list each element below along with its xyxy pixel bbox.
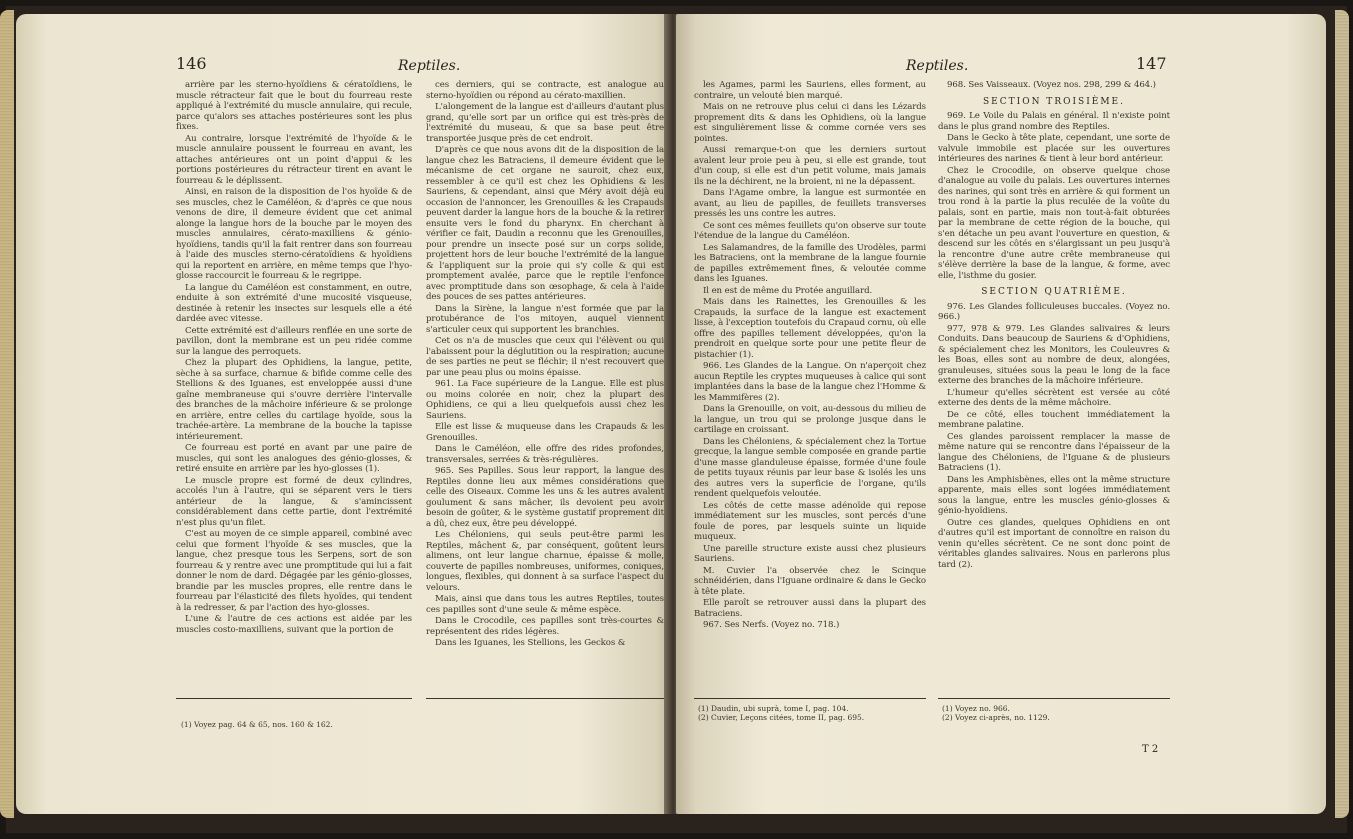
- right-page-number: 147: [1136, 54, 1167, 73]
- paragraph: les Agames, parmi les Sauriens, elles forment, au contraire, un velouté bien marqué.: [694, 80, 926, 101]
- paragraph: Ce sont ces mêmes feuillets qu'on observe sur toute l'étendue de la langue du Caméléon.: [694, 220, 926, 241]
- footnote-rule: [176, 698, 412, 699]
- paragraph: Dans le Crocodile, ces papilles sont très-courtes & représentent des rides légères.: [426, 616, 664, 637]
- section-title: SECTION QUATRIÈME.: [981, 287, 1127, 297]
- paragraph: Ces glandes paroissent remplacer la masse de même nature qui se rencontre dans l'épaisseur de la langue des Chéloniens, de l'Iguane & de plusieurs Batraciens (1).: [938, 431, 1170, 473]
- paragraph: Dans les Amphisbènes, elles ont la même structure apparente, mais elles sont logées immédiatement sous la langue, entre les muscles génio-glosses & génio-hyoïdiens.: [938, 474, 1170, 516]
- paragraph: Ainsi, en raison de la disposition de l'os hyoïde & de ses muscles, chez le Caméléon, & d'après ce que nous venons de dire, il demeure évident que cet animal alonge la langue hors de la bouche par le moyen des muscles annulaires, cérato-maxilliens & génio-hyoïdiens, tandis qu'il la fait rentrer dans son fourreau à l'aide des muscles sterno-cératoïdiens & hyoïdiens qui la reportent en arrière, en même temps que l'hyo-glosse raccourcit le fourreau & le regrippe.: [176, 187, 412, 281]
- paragraph: Les Salamandres, de la famille des Urodèles, parmi les Batraciens, ont la membrane de la langue fournie de papilles extrêmement fines, & veloutée comme dans les Iguanes.: [694, 242, 926, 284]
- right-column-1: [694, 80, 926, 632]
- page-edge-left: [0, 10, 14, 818]
- paragraph: Dans les Chéloniens, & spécialement chez la Tortue grecque, la langue semble composée en grande partie d'une masse glanduleuse épaisse, formée d'une foule de petits tuyaux réunis par leur base & isolés les uns des autres vers la superficie de l'organe, qu'ils rendent quelquefois veloutée.: [694, 436, 926, 499]
- footnote-rule: [426, 698, 664, 699]
- section-title: SECTION TROISIÈME.: [983, 96, 1125, 107]
- paragraph: L'une & l'autre de ces actions est aidée par les muscles costo-maxilliens, suivant que la portion de: [176, 614, 412, 635]
- paragraph: C'est au moyen de ce simple appareil, combiné avec celui que forment l'hyoïde & ses muscles, que la langue, chez presque tous les Serpens, sort de son fourreau & y rentre avec une promptitude qui lui a fait donner le nom de dard. Dégagée par les génio-glosses, brandie par les muscles propres, elle rentre dans le fourreau par l'élasticité des filets hyoïdes, qui tendent à la redresser, & par l'action des hyo-glosses.: [176, 529, 412, 613]
- paragraph: Le muscle propre est formé de deux cylindres, accolés l'un à l'autre, qui se séparent vers le tiers antérieur de la langue, & s'amincissent considérablement dans cette partie, dont l'extrémité n'est plus qu'un filet.: [176, 475, 412, 528]
- paragraph: L'alongement de la langue est d'ailleurs d'autant plus grand, qu'elle sort par un orifice qui est très-près de l'extrémité du museau, & que sa base peut être transportée jusque près de cet endroit.: [426, 102, 664, 144]
- paragraph: De ce côté, elles touchent immédiatement la membrane palatine.: [938, 409, 1170, 430]
- left-column-1: [176, 80, 412, 636]
- paragraph: 968. Ses Vaisseaux. (Voyez nos. 298, 299 & 464.): [947, 80, 1156, 90]
- paragraph: Dans le Gecko à tête plate, cependant, une sorte de valvule immobile est placée sur les ouvertures intérieures des narines & tient à leur bord antérieur.: [938, 133, 1170, 164]
- paragraph: Dans la Grenouille, on voit, au-dessous du milieu de la langue, un trou qui se prolonge jusque dans le cartilage en croissant.: [694, 404, 926, 435]
- right-footnotes-2: [942, 704, 1170, 722]
- footnote-rule: [694, 698, 926, 699]
- paragraph: 966. Les Glandes de la Langue. On n'aperçoit chez aucun Reptile les cryptes muqueuses à calice qui sont implantées dans la base de la langue chez l'Homme & les Mammifères (2).: [694, 361, 926, 403]
- paragraph: Cet os n'a de muscles que ceux qui l'élèvent ou qui l'abaissent pour la déglutition ou la respiration; aucune de ses parties ne peut se fléchir; il n'est recouvert que par une peau plus ou moins épaisse.: [426, 336, 664, 378]
- right-page: [676, 14, 1326, 814]
- paragraph: L'humeur qu'elles sécrètent est versée au côté externe des dents de la même mâchoire.: [938, 387, 1170, 408]
- paragraph: 976. Les Glandes folliculeuses buccales. (Voyez no. 966.): [938, 301, 1170, 322]
- right-footnotes-1: [698, 704, 926, 722]
- paragraph: Dans le Caméléon, elle offre des rides profondes, transversales, serrées & très-régulières.: [426, 444, 664, 465]
- paragraph: Une pareille structure existe aussi chez plusieurs Sauriens.: [694, 543, 926, 564]
- paragraph: La langue du Caméléon est constamment, en outre, enduite à son extrémité d'une mucosité visqueuse, destinée à retenir les insectes sur lesquels elle a été dardée avec vitesse.: [176, 282, 412, 324]
- paragraph: Les Chéloniens, qui seuls peut-être parmi les Reptiles, mâchent &, par conséquent, goûtent leurs alimens, ont leur langue charnue, épaisse & molle, couverte de papilles nombreuses, uniformes, coniques, longues, flexibles, qui donnent à sa surface l'aspect du velours.: [426, 530, 664, 593]
- paragraph: Dans l'Agame ombre, la langue est surmontée en avant, au lieu de papilles, de feuillets transverses pressés les uns contre les autres.: [694, 188, 926, 219]
- signature-mark: T 2: [1142, 744, 1159, 755]
- paragraph: Mais dans les Rainettes, les Grenouilles & les Crapauds, la surface de la langue est exactement lisse, à l'exception toutefois du Crapaud cornu, où elle offre des papilles tellement développées, qu'on la prendroit en quelque sorte pour une petite fleur de pistachier (1).: [694, 297, 926, 360]
- right-running-head: Reptiles.: [906, 58, 969, 74]
- paragraph: (1) Voyez no. 966.: [942, 704, 1010, 713]
- paragraph: Dans la Sirène, la langue n'est formée que par la protubérance de l'os mitoyen, auquel viennent s'articuler ceux qui supportent les branchies.: [426, 303, 664, 335]
- left-column-2: [426, 80, 664, 650]
- paragraph: Ce fourreau est porté en avant par une paire de muscles, qui sont les analogues des génio-glosses, & retiré ensuite en arrière par les hyo-glosses (1).: [176, 443, 412, 474]
- paragraph: Aussi remarque-t-on que les derniers surtout avalent leur proie peu à peu, si elle est grande, tout d'un coup, si elle est d'un petit volume, mais jamais ils ne la déchirent, ne la broient, ni ne la dépassent.: [694, 145, 926, 187]
- paragraph: Mais, ainsi que dans tous les autres Reptiles, toutes ces papilles sont d'une seule & même espèce.: [426, 594, 664, 615]
- paragraph: 969. Le Voile du Palais en général. Il n'existe point dans le plus grand nombre des Reptiles.: [938, 111, 1170, 132]
- paragraph: (2) Voyez ci-après, no. 1129.: [942, 713, 1050, 722]
- paragraph: ces derniers, qui se contracte, est analogue au sterno-hyoïdien ou répond au cérato-maxillien.: [426, 80, 664, 101]
- paragraph: Outre ces glandes, quelques Ophidiens en ont d'autres qu'il est important de connoître en raison du venin qu'elles sécrètent. Ce ne sont donc point de véritables glandes salivaires. Nous en parlerons plus tard (2).: [938, 517, 1170, 570]
- left-running-head: Reptiles.: [398, 58, 461, 74]
- paragraph: Chez la plupart des Ophidiens, la langue, petite, sèche à sa surface, charnue & bifide comme celle des Stellions & des Iguanes, est enveloppée aussi d'une gaîne membraneuse qui s'ouvre derrière l'intervalle des branches de la mâchoire inférieure & se prolonge en arrière, entre celles du cartilage hyoïde, sous la trachée-artère. La membrane de la bouche la tapisse intérieurement.: [176, 358, 412, 442]
- right-column-2: [938, 80, 1170, 571]
- left-page: [16, 14, 676, 814]
- paragraph: Il en est de même du Protée anguillard.: [703, 285, 873, 296]
- paragraph: Elle est lisse & muqueuse dans les Crapauds & les Grenouilles.: [426, 422, 664, 443]
- paragraph: Cette extrémité est d'ailleurs renflée en une sorte de pavillon, dont la membrane est un peu ridée comme sur la langue des perroquets.: [176, 325, 412, 357]
- paragraph: arrière par les sterno-hyoïdiens & cératoïdiens, le muscle rétracteur fait que le bout du fourreau reste appliqué à l'extrémité du muscle annulaire, qui recule, parce qu'alors ses attaches postérieures sont les plus fixes.: [176, 80, 412, 132]
- footnote-rule: [938, 698, 1170, 699]
- left-footnote: (1) Voyez pag. 64 & 65, nos. 160 & 162.: [181, 720, 333, 729]
- paragraph: 967. Ses Nerfs. (Voyez no. 718.): [703, 620, 840, 630]
- paragraph: Au contraire, lorsque l'extrémité de l'hyoïde & le muscle annulaire poussent le fourreau en avant, les attaches antérieures ont un point d'appui & les portions postérieures du rétracteur tirent en avant le fourreau & le déplissent.: [176, 133, 412, 186]
- page-edge-right: [1335, 10, 1349, 818]
- paragraph: Mais on ne retrouve plus celui ci dans les Lézards proprement dits & dans les Ophidiens, où la langue est singulièrement lisse & comme cornée vers ses pointes.: [694, 102, 926, 144]
- paragraph: Les côtés de cette masse adénoïde qui repose immédiatement sur les muscles, sont percés d'une foule de pores, par lesquels suinte un liquide muqueux.: [694, 500, 926, 542]
- paragraph: M. Cuvier l'a observée chez le Scinque schnéidérien, dans l'Iguane ordinaire & dans le Gecko à tête plate.: [694, 565, 926, 597]
- paragraph: (1) Daudin, ubi suprà, tome I, pag. 104.: [698, 704, 849, 713]
- paragraph: Elle paroît se retrouver aussi dans la plupart des Batraciens.: [694, 598, 926, 619]
- paragraph: 977, 978 & 979. Les Glandes salivaires & leurs Conduits. Dans beaucoup de Sauriens & d'Ophidiens, & spécialement chez les Monitors, les Couleuvres & les Boas, elles sont au nombre de deux, alongées, granuleuses, situées sous la peau le long de la face externe des branches de la mâchoire inférieure.: [938, 323, 1170, 386]
- paragraph: Chez le Crocodile, on observe quelque chose d'analogue au voile du palais. Les ouvertures internes des narines, qui sont très en arrière & qui forment un trou rond à la partie la plus reculée de la voûte du palais, sont en partie, mais non tout-à-fait obturées par la membrane de cette région de la bouche, qui s'en détache un peu avant l'ouverture en question, & descend sur les côtés en s'élargissant un peu jusqu'à la rencontre d'une autre crête membraneuse qui s'élève derrière la base de la langue, & forme, avec elle, l'isthme du gosier.: [938, 165, 1170, 281]
- paragraph: D'après ce que nous avons dit de la disposition de la langue chez les Batraciens, il demeure évident que le mécanisme de cet organe ne sauroit, chez eux, ressembler à ce qu'il est chez les Ophidiens & les Sauriens, & cependant, ainsi que Méry avoit déjà eu occasion de l'annoncer, les Grenouilles & les Crapauds peuvent darder la langue hors de la bouche & la retirer ensuite vers le fond du pharynx. En cherchant à vérifier ce fait, Daudin a reconnu que les Grenouilles, pour prendre un insecte posé sur un corps solide, projettent hors de leur bouche l'extrémité de la langue & l'appliquent sur la proie qui s'y colle & qui est promptement avalée, parce que le reptile l'enfonce avec promptitude dans son œsophage, & cela à l'aide des pouces de ses pattes antérieures.: [426, 145, 664, 302]
- paragraph: (2) Cuvier, Leçons citées, tome II, pag. 695.: [698, 713, 865, 722]
- paragraph: 965. Ses Papilles. Sous leur rapport, la langue des Reptiles donne lieu aux mêmes considérations que celle des Oiseaux. Comme les uns & les autres avalent goulument & sans mâcher, ils devoient peu avoir besoin de goûter, & le système gustatif proprement dit a dû, chez eux, être peu développé.: [426, 466, 664, 529]
- paragraph: 961. La Face supérieure de la Langue. Elle est plus ou moins colorée en noir, chez la plupart des Ophidiens, ce qui a lieu quelquefois aussi chez les Sauriens.: [426, 379, 664, 421]
- paragraph: Dans les Iguanes, les Stellions, les Geckos &: [435, 638, 626, 648]
- left-page-number: 146: [176, 54, 207, 73]
